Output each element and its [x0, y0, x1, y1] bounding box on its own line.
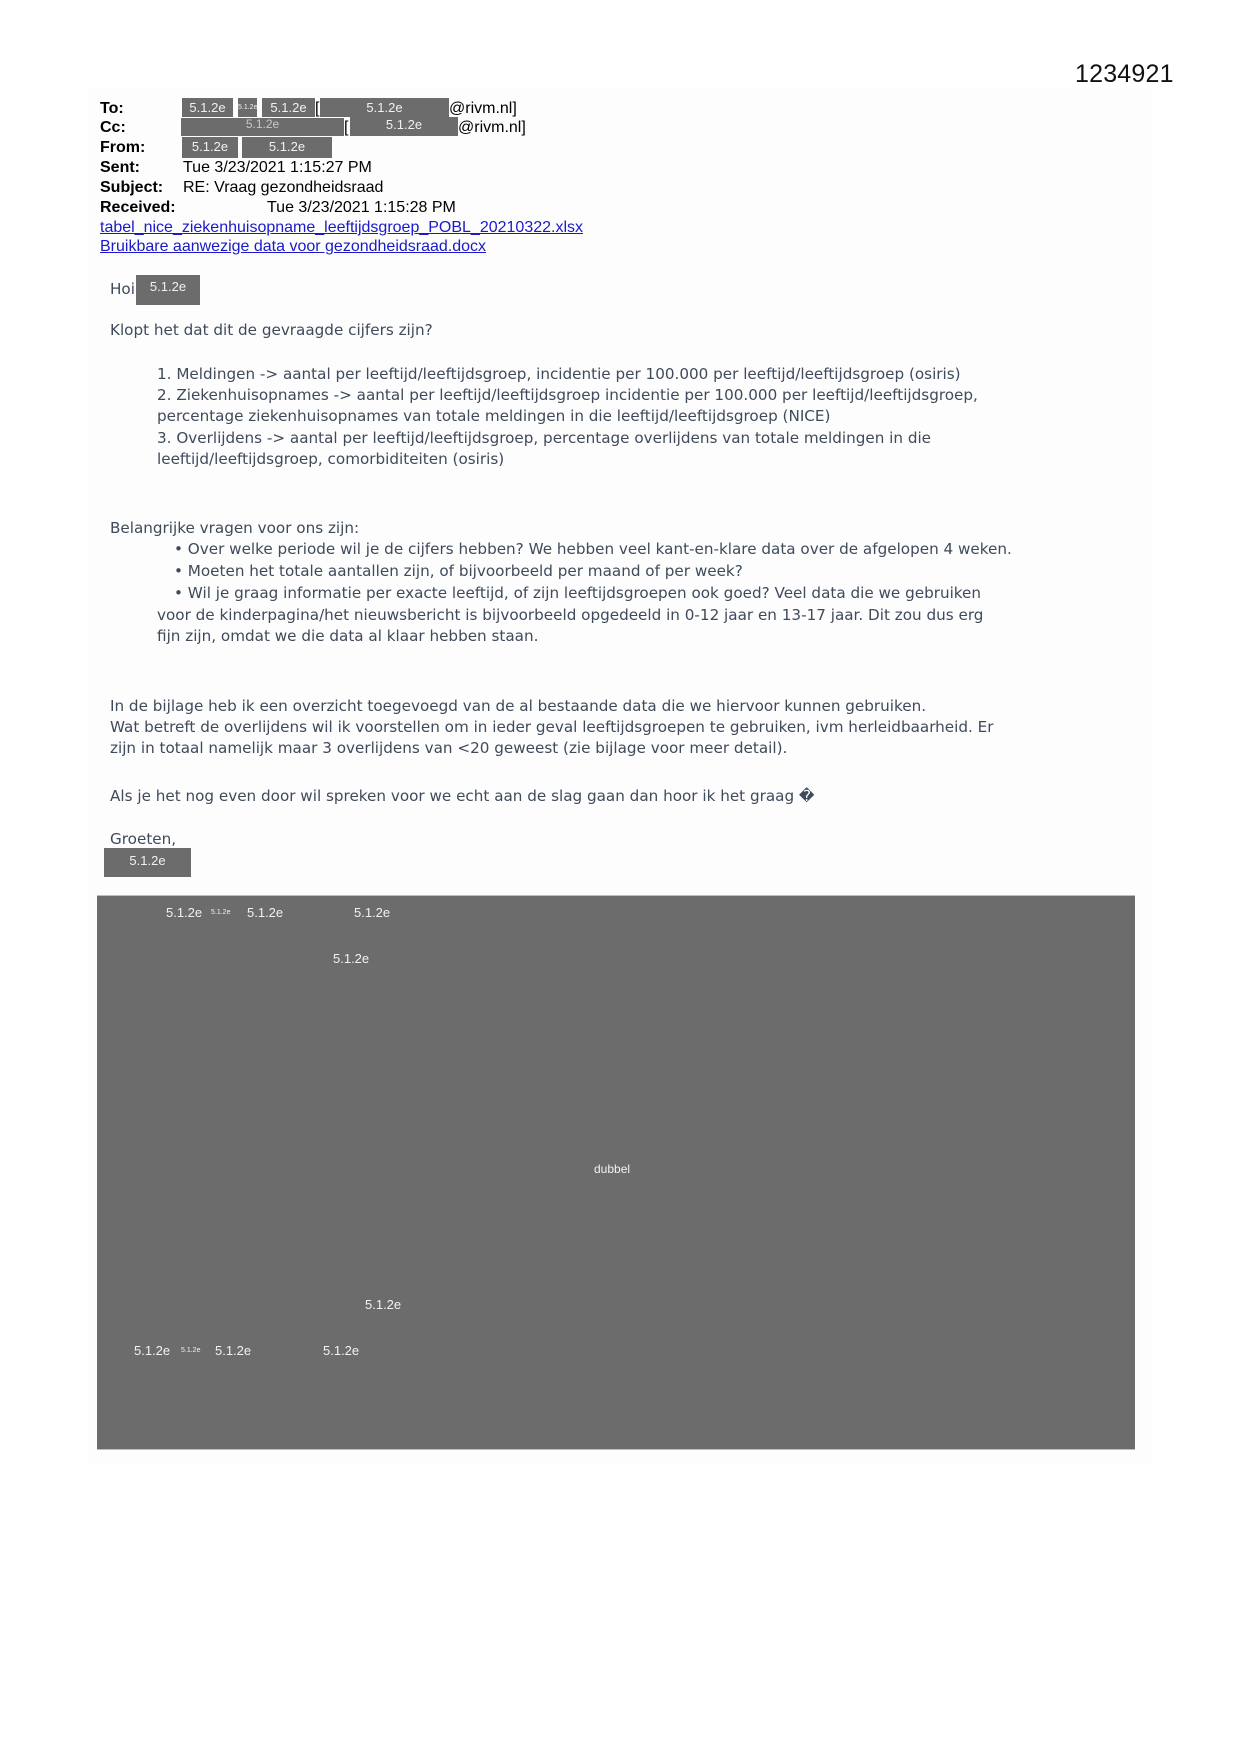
redaction-label: 5.1.2e [247, 905, 284, 920]
bullet-item-3: • Wil je graag informatie per exacte leeftijd, of zijn leeftijdsgroepen ook goed? Veel data die we gebruiken [174, 584, 982, 602]
to-label: To: [100, 100, 124, 117]
numbered-item-1: 1. Meldingen -> aantal per leeftijd/leeftijdsgroep, incidentie per 100.000 per leeftijd/leeftijdsgroep (osiris) [157, 365, 961, 383]
received-value: Tue 3/23/2021 1:15:28 PM [267, 199, 456, 216]
bullet-item-2: • Moeten het totale aantallen zijn, of bijvoorbeeld per maand of per week? [174, 562, 743, 580]
attachment-link-xlsx[interactable]: tabel_nice_ziekenhuisopname_leeftijdsgroep_POBL_20210322.xlsx [100, 219, 584, 236]
to-bracket: [ [315, 100, 320, 117]
to-domain: @rivm.nl] [449, 100, 517, 117]
redaction-box: 5.1.2e [181, 118, 344, 136]
redaction-label: 5.1.2e [166, 905, 203, 920]
redaction-box: 5.1.2e [242, 137, 332, 158]
bullet-item-3-cont: voor de kinderpagina/het nieuwsbericht is bijvoorbeeld opgedeeld in 0-12 jaar en 13-17 jaar. Dit zou dus erg [157, 606, 984, 624]
dubbel-label: dubbel [594, 1162, 631, 1176]
redaction-label: 5.1.2e [333, 951, 370, 966]
numbered-item-3: 3. Overlijdens -> aantal per leeftijd/leeftijdsgroep, percentage overlijdens van totale meldingen in die [157, 429, 932, 447]
important-heading: Belangrijke vragen voor ons zijn: [110, 519, 360, 537]
redaction-label: 5.1.2e [134, 1343, 171, 1358]
bullet-item-3-cont2: fijn zijn, omdat we die data al klaar hebben staan. [157, 627, 539, 645]
received-label: Received: [100, 199, 176, 216]
redaction-box: 5.1.2e [182, 98, 233, 117]
cc-domain: @rivm.nl] [458, 119, 526, 136]
signoff: Groeten, [110, 830, 177, 848]
redaction-label: 5.1.2e [181, 1347, 201, 1354]
attachment-note-3: zijn in totaal namelijk maar 3 overlijdens van <20 geweest (zie bijlage voor meer detail). [110, 739, 788, 757]
numbered-item-2-cont: percentage ziekenhuisopnames van totale meldingen in die leeftijd/leeftijdsgroep (NICE) [157, 407, 831, 425]
numbered-item-3-cont: leeftijd/leeftijdsgroep, comorbiditeiten (osiris) [157, 450, 505, 468]
redaction-box: 5.1.2e [238, 98, 257, 117]
redaction-box: 5.1.2e [182, 137, 238, 158]
cc-bracket: [ [344, 119, 349, 136]
signature-redaction: 5.1.2e [104, 848, 191, 877]
attachment-link-docx[interactable]: Bruikbare aanwezige data voor gezondheidsraad.docx [100, 238, 487, 255]
redaction-box: 5.1.2e [136, 275, 200, 305]
redaction-label: 5.1.2e [211, 909, 231, 916]
document-number: 1234921 [1075, 60, 1174, 88]
redaction-box: 5.1.2e [262, 98, 315, 117]
redaction-box: 5.1.2e [320, 98, 449, 117]
bullet-item-1: • Over welke periode wil je de cijfers hebben? We hebben veel kant-en-klare data over de afgelopen 4 weken. [174, 540, 1012, 558]
redaction-label: 5.1.2e [365, 1297, 402, 1312]
redaction-box: 5.1.2e [350, 117, 458, 136]
redaction-label: 5.1.2e [323, 1343, 360, 1358]
greeting: Hoi [110, 280, 135, 298]
subject-value: RE: Vraag gezondheidsraad [183, 179, 384, 196]
subject-label: Subject: [100, 179, 164, 196]
sent-label: Sent: [100, 159, 140, 176]
redacted-block [97, 895, 1135, 1450]
attachment-note-2: Wat betreft de overlijdens wil ik voorstellen om in ieder geval leeftijdsgroepen te gebruiken, ivm herleidbaarheid. Er [110, 718, 994, 736]
question: Klopt het dat dit de gevraagde cijfers zijn? [110, 321, 433, 339]
redaction-label: 5.1.2e [354, 905, 391, 920]
from-label: From: [100, 139, 146, 156]
sent-value: Tue 3/23/2021 1:15:27 PM [183, 159, 372, 176]
closing-line: Als je het nog even door wil spreken voor we echt aan de slag gaan dan hoor ik het graag � [110, 787, 815, 805]
cc-label: Cc: [100, 119, 126, 136]
redaction-label: 5.1.2e [215, 1343, 252, 1358]
attachment-note-1: In de bijlage heb ik een overzicht toegevoegd van de al bestaande data die we hiervoor kunnen gebruiken. [110, 697, 927, 715]
numbered-item-2: 2. Ziekenhuisopnames -> aantal per leeftijd/leeftijdsgroep incidentie per 100.000 per leeftijd/leeftijdsgroep, [157, 386, 978, 404]
